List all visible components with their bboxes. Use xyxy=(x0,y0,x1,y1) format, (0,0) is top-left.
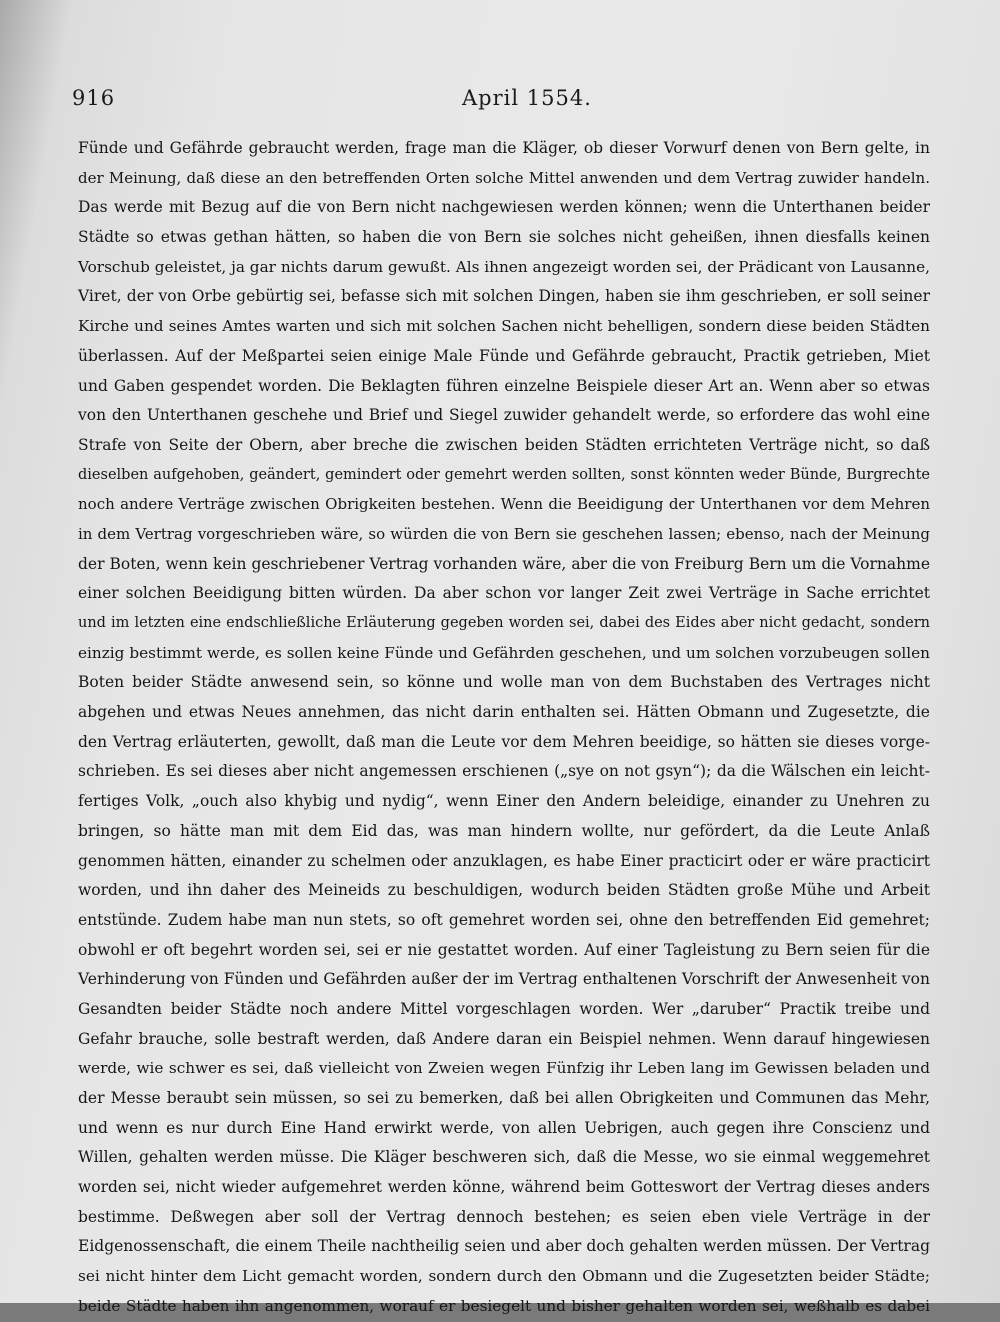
text-line: fertiges Volk, „ouch also khybig und nydig“, wenn Einer den Andern beleidige, einander zu Unehren zu xyxy=(78,792,930,811)
text-line: bestimme. Deßwegen aber soll der Vertrag dennoch bestehen; es seien eben viele Verträge in der xyxy=(78,1207,930,1226)
text-line: genommen hätten, einander zu schelmen oder anzuklagen, es habe Einer practicirt oder er wäre practicirt xyxy=(78,851,930,870)
text-line: der Messe beraubt sein müssen, so sei zu bemerken, daß bei allen Obrigkeiten und Communen das Mehr, xyxy=(78,1089,930,1107)
text-line: Das werde mit Bezug auf die von Bern nicht nachgewiesen werden können; wenn die Unterthanen beider xyxy=(78,198,930,217)
text-line: bringen, so hätte man mit dem Eid das, was man hindern wollte, nur gefördert, da die Leute Anlaß xyxy=(78,821,930,840)
text-line: entstünde. Zudem habe man nun stets, so oft gemehret worden sei, ohne den betreffenden Eid gemehret; xyxy=(78,910,930,929)
text-line: in dem Vertrag vorgeschrieben wäre, so würden die von Bern sie geschehen lassen; ebenso, nach der Meinung xyxy=(78,524,930,543)
text-line: und im letzten eine endschließliche Erläuterung gegeben worden sei, dabei des Eides aber nicht gedacht, sondern xyxy=(78,615,930,631)
text-line: Gefahr brauche, solle bestraft werden, daß Andere daran ein Beispiel nehmen. Wenn darauf hingewiesen xyxy=(78,1029,930,1048)
text-line: einzig bestimmt werde, es sollen keine Fünde und Gefährden geschehen, und um solchen vorzubeugen sollen xyxy=(78,643,930,662)
text-line: Willen, gehalten werden müsse. Die Kläger beschweren sich, daß die Messe, wo sie einmal weggemehret xyxy=(78,1148,930,1167)
running-head: April 1554. xyxy=(462,86,592,110)
text-line: worden, und ihn daher des Meineids zu beschuldigen, wodurch beiden Städten große Mühe und Arbeit xyxy=(78,881,930,900)
text-line: der Boten, wenn kein geschriebener Vertrag vorhanden wäre, aber die von Freiburg Bern um die Vornahme xyxy=(78,554,930,573)
text-line: Verhinderung von Fünden und Gefährden außer der im Vertrag enthaltenen Vorschrift der Anwesenheit von xyxy=(78,970,930,989)
text-line: Städte so etwas gethan hätten, so haben die von Bern sie solches nicht geheißen, ihnen diesfalls keinen xyxy=(78,228,930,247)
text-line: Boten beider Städte anwesend sein, so könne und wolle man von dem Buchstaben des Vertrages nicht xyxy=(78,673,930,692)
text-line: Strafe von Seite der Obern, aber breche die zwischen beiden Städten errichteten Verträge nicht, so daß xyxy=(78,435,930,454)
text-line: Fünde und Gefährde gebraucht werden, frage man die Kläger, ob dieser Vorwurf denen von Bern gelte, in xyxy=(78,139,930,157)
text-line: den Vertrag erläuterten, gewollt, daß man die Leute vor dem Mehren beeidige, so hätten sie dieses vorge- xyxy=(78,732,930,751)
text-line: schrieben. Es sei dieses aber nicht angemessen erschienen („sye on not gsyn“); da die Wälschen ein leicht- xyxy=(78,762,930,781)
text-line: Kirche und seines Amtes warten und sich mit solchen Sachen nicht behelligen, sondern diese beiden Städten xyxy=(78,317,930,336)
text-line: worden sei, nicht wieder aufgemehret werden könne, während beim Gotteswort der Vertrag dieses anders xyxy=(78,1178,930,1197)
text-line: von den Unterthanen geschehe und Brief und Siegel zuwider gehandelt werde, so erfordere das wohl eine xyxy=(78,406,930,425)
text-line: und wenn es nur durch Eine Hand erwirkt werde, von allen Uebrigen, auch gegen ihre Conscienz und xyxy=(78,1118,930,1137)
text-line: abgehen und etwas Neues annehmen, das nicht darin enthalten sei. Hätten Obmann und Zugesetzte, die xyxy=(78,703,930,722)
page-header xyxy=(72,86,932,116)
text-line: Viret, der von Orbe gebürtig sei, befasse sich mit solchen Dingen, haben sie ihm geschrieben, er soll seiner xyxy=(78,287,930,306)
text-line: noch andere Verträge zwischen Obrigkeiten bestehen. Wenn die Beeidigung der Unterthanen vor dem Mehren xyxy=(78,495,930,514)
text-line: sei nicht hinter dem Licht gemacht worden, sondern durch den Obmann und die Zugesetzten beider Städte; xyxy=(78,1267,930,1286)
text-line: überlassen. Auf der Meßpartei seien einige Male Fünde und Gefährde gebraucht, Practik getrieben, Miet xyxy=(78,346,930,365)
text-line: der Meinung, daß diese an den betreffenden Orten solche Mittel anwenden und dem Vertrag zuwider handeln. xyxy=(78,168,930,187)
text-line: werde, wie schwer es sei, daß vielleicht von Zweien wegen Fünfzig ihr Leben lang im Gewissen beladen und xyxy=(78,1059,930,1078)
text-line: dieselben aufgehoben, geändert, gemindert oder gemehrt werden sollten, sonst könnten weder Bünde, Burgrechte xyxy=(78,466,930,483)
page-number: 916 xyxy=(72,86,116,110)
text-line: Vorschub geleistet, ja gar nichts darum gewußt. Als ihnen angezeigt worden sei, der Prädicant von Lausanne, xyxy=(78,257,930,276)
text-line: obwohl er oft begehrt worden sei, sei er nie gestattet worden. Auf einer Tagleistung zu Bern seien für die xyxy=(78,940,930,959)
body-text xyxy=(78,134,930,1322)
text-line: einer solchen Beeidigung bitten würden. Da aber schon vor langer Zeit zwei Verträge in Sache errichtet xyxy=(78,584,930,603)
text-line: Eidgenossenschaft, die einem Theile nachtheilig seien und aber doch gehalten werden müssen. Der Vertrag xyxy=(78,1237,930,1256)
text-line: Gesandten beider Städte noch andere Mittel vorgeschlagen worden. Wer „daruber“ Practik treibe und xyxy=(78,999,930,1018)
text-line: und Gaben gespendet worden. Die Beklagten führen einzelne Beispiele dieser Art an. Wenn aber so etwas xyxy=(78,376,930,395)
text-line: beide Städte haben ihn angenommen, worauf er besiegelt und bisher gehalten worden sei, weßhalb es dabei xyxy=(78,1296,930,1315)
